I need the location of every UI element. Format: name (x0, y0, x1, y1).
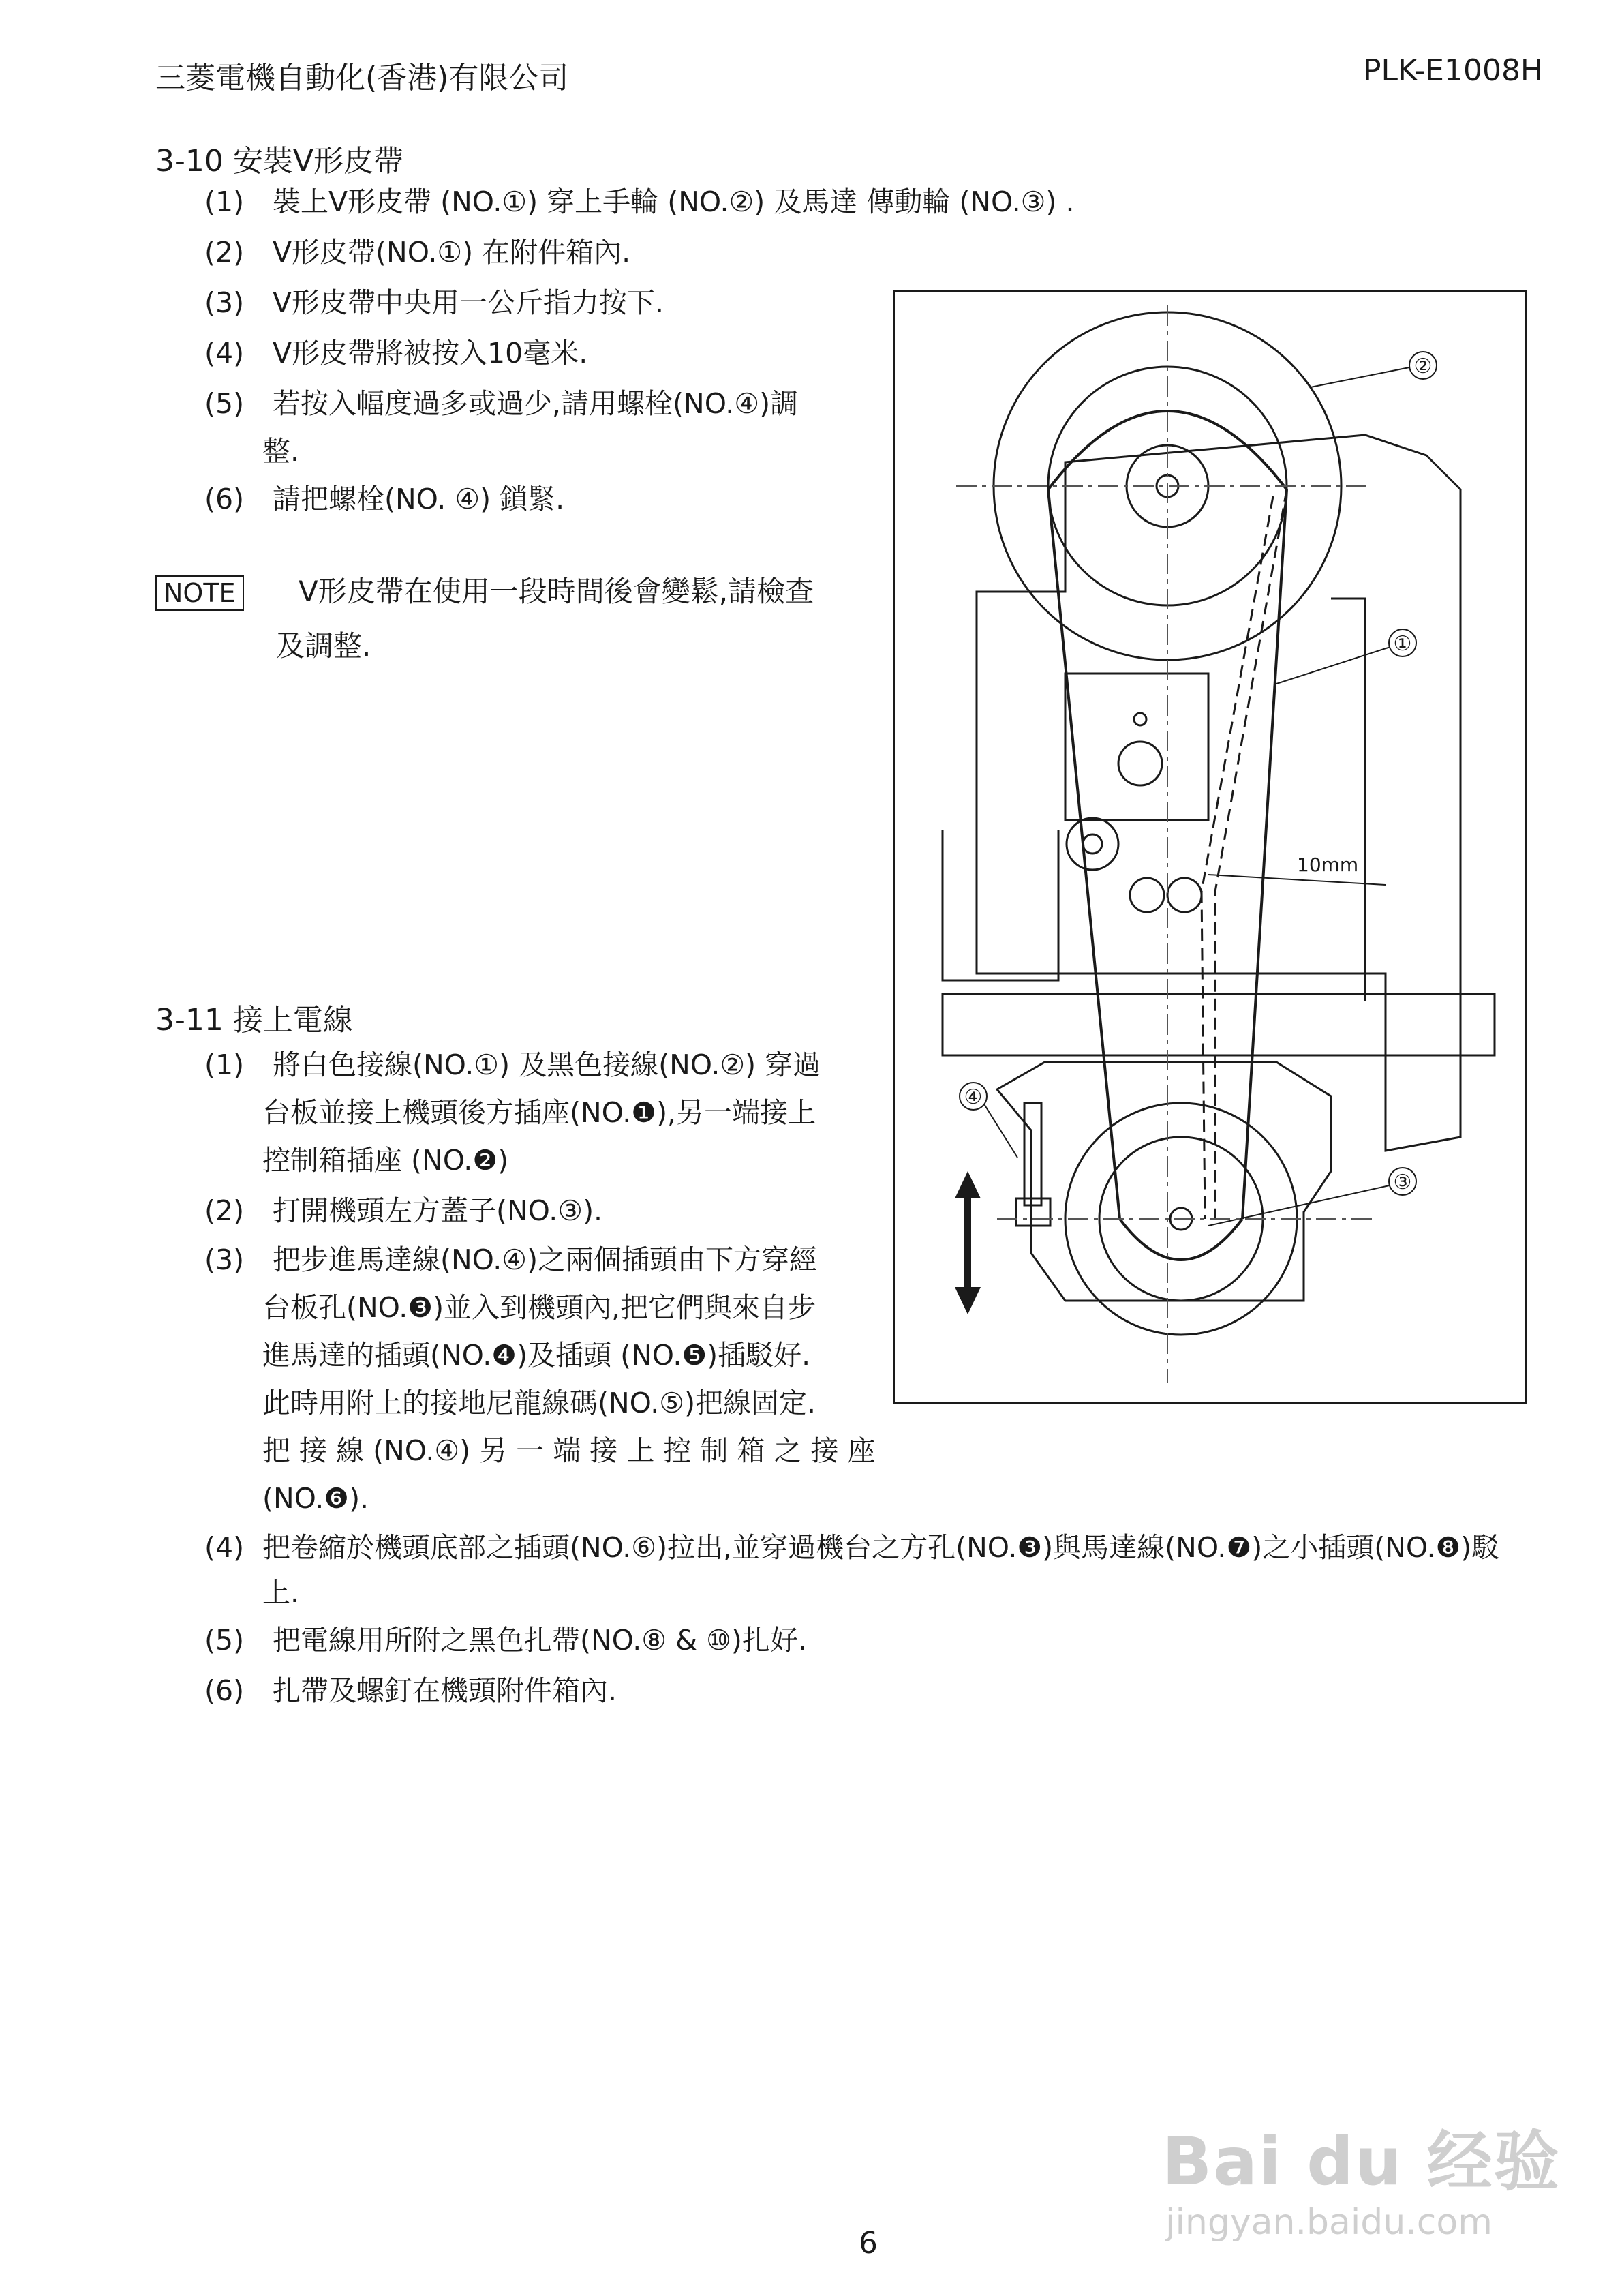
item-number: (6) (204, 1674, 245, 1707)
adjust-arrow-icon (955, 1171, 981, 1314)
item-number: (6) (204, 483, 245, 515)
item-text: 若按入幅度過多或過少,請用螺栓(NO.④)調 (273, 387, 799, 420)
item-text: 打開機頭左方蓋子(NO.③). (273, 1194, 603, 1227)
list-item (204, 1670, 1227, 1711)
list-item (204, 333, 886, 374)
item-number: (1) (204, 1048, 245, 1081)
item-number: (3) (204, 286, 245, 319)
item-text: V形皮帶中央用一公斤指力按下. (273, 286, 664, 319)
item-number: (1) (204, 185, 245, 218)
callout-2: ② (1413, 354, 1433, 378)
item-text: 扎帶及螺釘在機頭附件箱內. (273, 1674, 617, 1707)
callout-4: ④ (964, 1085, 983, 1109)
item-text-continued: 整. (262, 435, 300, 468)
item-text-continued: 台板孔(NO.❸)並入到機頭內,把它們與來自步 (262, 1291, 816, 1324)
item-text-continued: 此時用附上的接地尼龍線碼(NO.⑤)把線固定. (262, 1387, 816, 1419)
company-name: 三菱電機自動化(香港)有限公司 (155, 61, 569, 95)
item-text: 請把螺栓(NO. ④) 鎖緊. (273, 483, 565, 515)
section-3-11-title: 3-11 接上電線 (155, 1003, 353, 1038)
list-item (204, 232, 886, 273)
list-item (204, 1044, 886, 1085)
callout-1: ① (1393, 632, 1412, 656)
document-code: PLK-E1008H (1363, 53, 1544, 88)
section-3-10-title: 3-10 安裝V形皮帶 (155, 144, 403, 179)
list-item (204, 181, 1499, 222)
item-text: 裝上V形皮帶 (NO.①) 穿上手輪 (NO.②) 及馬達 傳動輪 (NO.③) . (273, 185, 1075, 218)
list-item (204, 1190, 886, 1231)
dimension-label: 10mm (1297, 854, 1359, 876)
item-text: 把步進馬達線(NO.④)之兩個插頭由下方穿經 (273, 1243, 818, 1276)
page-number: 6 (859, 2226, 878, 2261)
note-text: V形皮帶在使用一段時間後會變鬆,請檢查 (299, 575, 814, 608)
list-item (204, 1620, 1227, 1661)
item-text: 把電線用所附之黑色扎帶(NO.⑧ & ⑩)扎好. (273, 1624, 807, 1657)
item-text-continued: 控制箱插座 (NO.❷) (262, 1144, 509, 1177)
item-text: V形皮帶將被按入10毫米. (273, 337, 588, 369)
list-item (204, 1527, 1595, 1568)
item-number: (4) (204, 337, 245, 369)
callout-3: ③ (1393, 1170, 1412, 1194)
item-number: (4) (204, 1531, 245, 1564)
item-number: (5) (204, 1624, 245, 1657)
item-text-continued: 台板並接上機頭後方插座(NO.❶),另一端接上 (262, 1096, 816, 1129)
item-text: 將白色接線(NO.①) 及黑色接線(NO.②) 穿過 (273, 1048, 821, 1081)
list-item (204, 383, 886, 424)
list-item (204, 282, 886, 323)
item-text-continued: (NO.❻). (262, 1482, 369, 1515)
item-text: V形皮帶(NO.①) 在附件箱內. (273, 236, 631, 269)
item-text: 把卷縮於機頭底部之插頭(NO.⑥)拉出,並穿過機台之方孔(NO.❸)與馬達線(NO.❼)之小插頭(NO.❽)駁 (262, 1531, 1500, 1564)
note-text-continued: 及調整. (276, 629, 371, 663)
baidu-watermark-logo: Bai du 经验 (1162, 2124, 1561, 2200)
item-number: (2) (204, 1194, 245, 1227)
item-number: (3) (204, 1243, 245, 1276)
list-item (204, 479, 886, 519)
item-text-continued: 把 接 線 (NO.④) 另 一 端 接 上 控 制 箱 之 接 座 (262, 1434, 876, 1467)
belt-diagram (895, 292, 1529, 1406)
item-number: (5) (204, 387, 245, 420)
belt-installation-figure (893, 290, 1527, 1404)
item-number: (2) (204, 236, 245, 269)
note-label: NOTE (155, 575, 244, 611)
list-item (204, 1239, 886, 1280)
item-text-continued: 上. (262, 1576, 300, 1609)
baidu-watermark-url: jingyan.baidu.com (1165, 2202, 1493, 2243)
item-text-continued: 進馬達的插頭(NO.❹)及插頭 (NO.❺)插駁好. (262, 1339, 811, 1372)
